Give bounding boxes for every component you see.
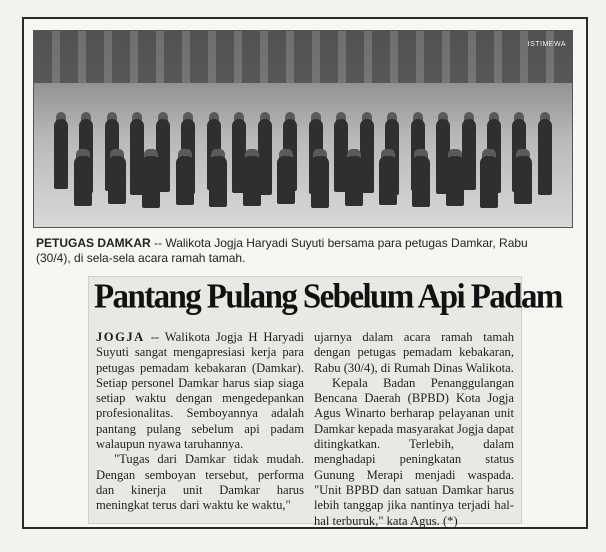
caption-label: PETUGAS DAMKAR: [36, 236, 151, 250]
caption-text: -- Walikota Jogja Haryadi Suyuti bersama para petugas Damkar, Rabu (30/4), di sela-sela acara ramah tamah.: [36, 236, 528, 265]
photo-credit: ISTIMEWA: [527, 41, 566, 48]
article-column-right: [314, 330, 514, 529]
photo-caption: [36, 236, 564, 266]
photo-front-row: [74, 156, 532, 208]
dateline: JOGJA: [96, 330, 145, 344]
article-paragraph: ujarnya dalam acara ramah tamah dengan petugas pemadam kebakaran, Rabu (30/4), di Rumah Dinas Walikota.: [314, 330, 514, 375]
group-photo: [33, 30, 573, 228]
building-roof: [34, 31, 572, 83]
article-paragraph: "Tugas dari Damkar tidak mudah. Dengan semboyan tersebut, performa dan kinerja unit Damkar harus meningkat terus dari waktu ke waktu,": [96, 452, 304, 513]
article-headline: Pantang Pulang Sebelum Api Padam: [94, 278, 562, 316]
article-paragraph: Kepala Badan Penanggulangan Bencana Daerah (BPBD) Kota Jogja Agus Winarto berharap pelayanan unit Damkar kepada masyarakat Jogja dapat ditingkatkan. Terlebih, dalam menghadapi peningkatan status Gunung Merapi menjadi waspada. "Unit BPBD dan satuan Damkar harus lebih tanggap jika nantinya terjadi hal-hal terburuk," kata Agus. (*): [314, 375, 515, 528]
article-paragraph: JOGJA -- Walikota Jogja H Haryadi Suyuti sangat mengapresiasi kerja para petugas pemadam kebakaran (Damkar). Setiap personel Damkar harus siap siaga setiap waktu dengan mengedepankan profesionalitas. Semboyannya adalah pantang pulang sebelum api padam walaupun nyawa taruhannya.: [96, 330, 304, 452]
article-column-left: [96, 330, 304, 514]
